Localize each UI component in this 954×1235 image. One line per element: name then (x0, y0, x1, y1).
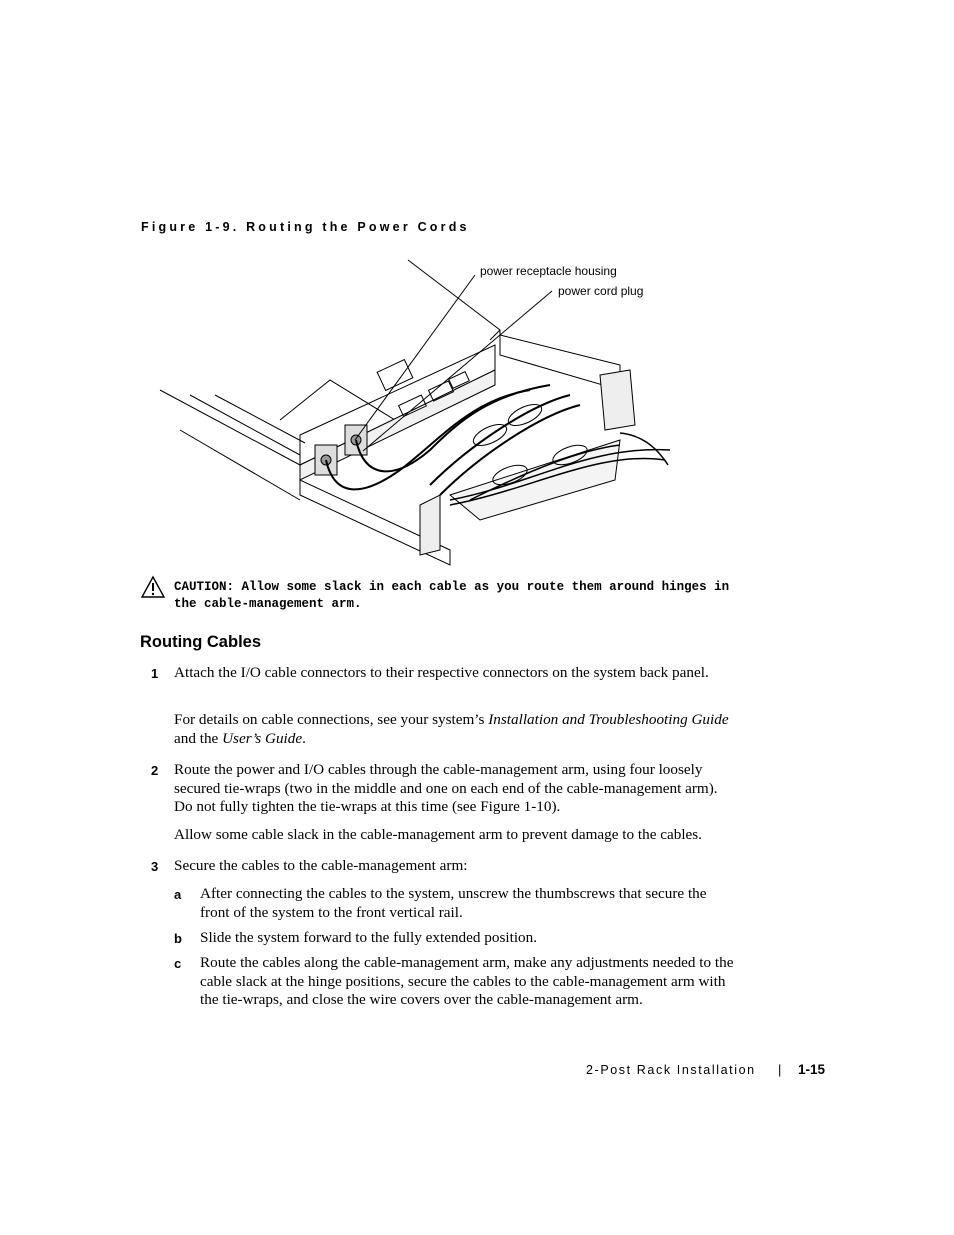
step-detail (174, 711, 734, 748)
step-number: 1 (151, 666, 159, 681)
caution-warning-icon (140, 575, 166, 599)
figure-caption: Figure 1-9. Routing the Power Cords (141, 220, 470, 234)
step-text: Attach the I/O cable connectors to their respective connectors on the system back panel. (174, 664, 709, 681)
detail-users-guide-title: User’s Guide (222, 729, 303, 747)
footer-separator: | (778, 1062, 782, 1077)
caution-label: CAUTION: (174, 580, 235, 594)
substep-text: Slide the system forward to the fully extended position. (200, 929, 538, 946)
callout-power-cord-plug: power cord plug (558, 284, 644, 298)
power-cord-routing-illustration (150, 255, 670, 575)
section-heading: Routing Cables (140, 633, 262, 651)
substep-letter: a (174, 887, 182, 902)
substep-letter: b (174, 931, 182, 946)
step-number: 3 (151, 859, 159, 874)
step-text: Route the power and I/O cables through the cable-management arm, using four loosely secured tie-wraps (two in the middle and one on each end of the cable-management arm). Do not fully tighten the tie-wraps at this time (see Figure 1-10). (174, 761, 718, 815)
substep-letter: c (174, 956, 182, 971)
footer-chapter-title: 2-Post Rack Installation (586, 1063, 756, 1077)
step-number: 2 (151, 763, 159, 778)
step-text: Secure the cables to the cable-management arm: (174, 857, 468, 874)
substep-text: Route the cables along the cable-management arm, make any adjustments needed to the cable slack at the hinge positions, secure the cables to the cable-management arm with the tie-wraps, and close the wire covers over the cable-management arm. (200, 954, 734, 1008)
page-number: 1-15 (798, 1062, 826, 1077)
substep-text: After connecting the cables to the system, unscrew the thumbscrews that secure the front of the system to the front vertical rail. (200, 885, 707, 921)
detail-middle: and the (174, 729, 223, 747)
step-detail: Allow some cable slack in the cable-management arm to prevent damage to the cables. (174, 826, 702, 843)
caution-notice (174, 579, 754, 613)
detail-prefix: For details on cable connections, see your system’s (174, 711, 489, 728)
caution-text: Allow some slack in each cable as you route them around hinges in the cable-management arm. (174, 580, 730, 611)
detail-guide-title: Installation and Troubleshooting Guide (488, 711, 729, 728)
detail-suffix: . (302, 729, 306, 747)
callout-power-receptacle-housing: power receptacle housing (480, 264, 617, 278)
